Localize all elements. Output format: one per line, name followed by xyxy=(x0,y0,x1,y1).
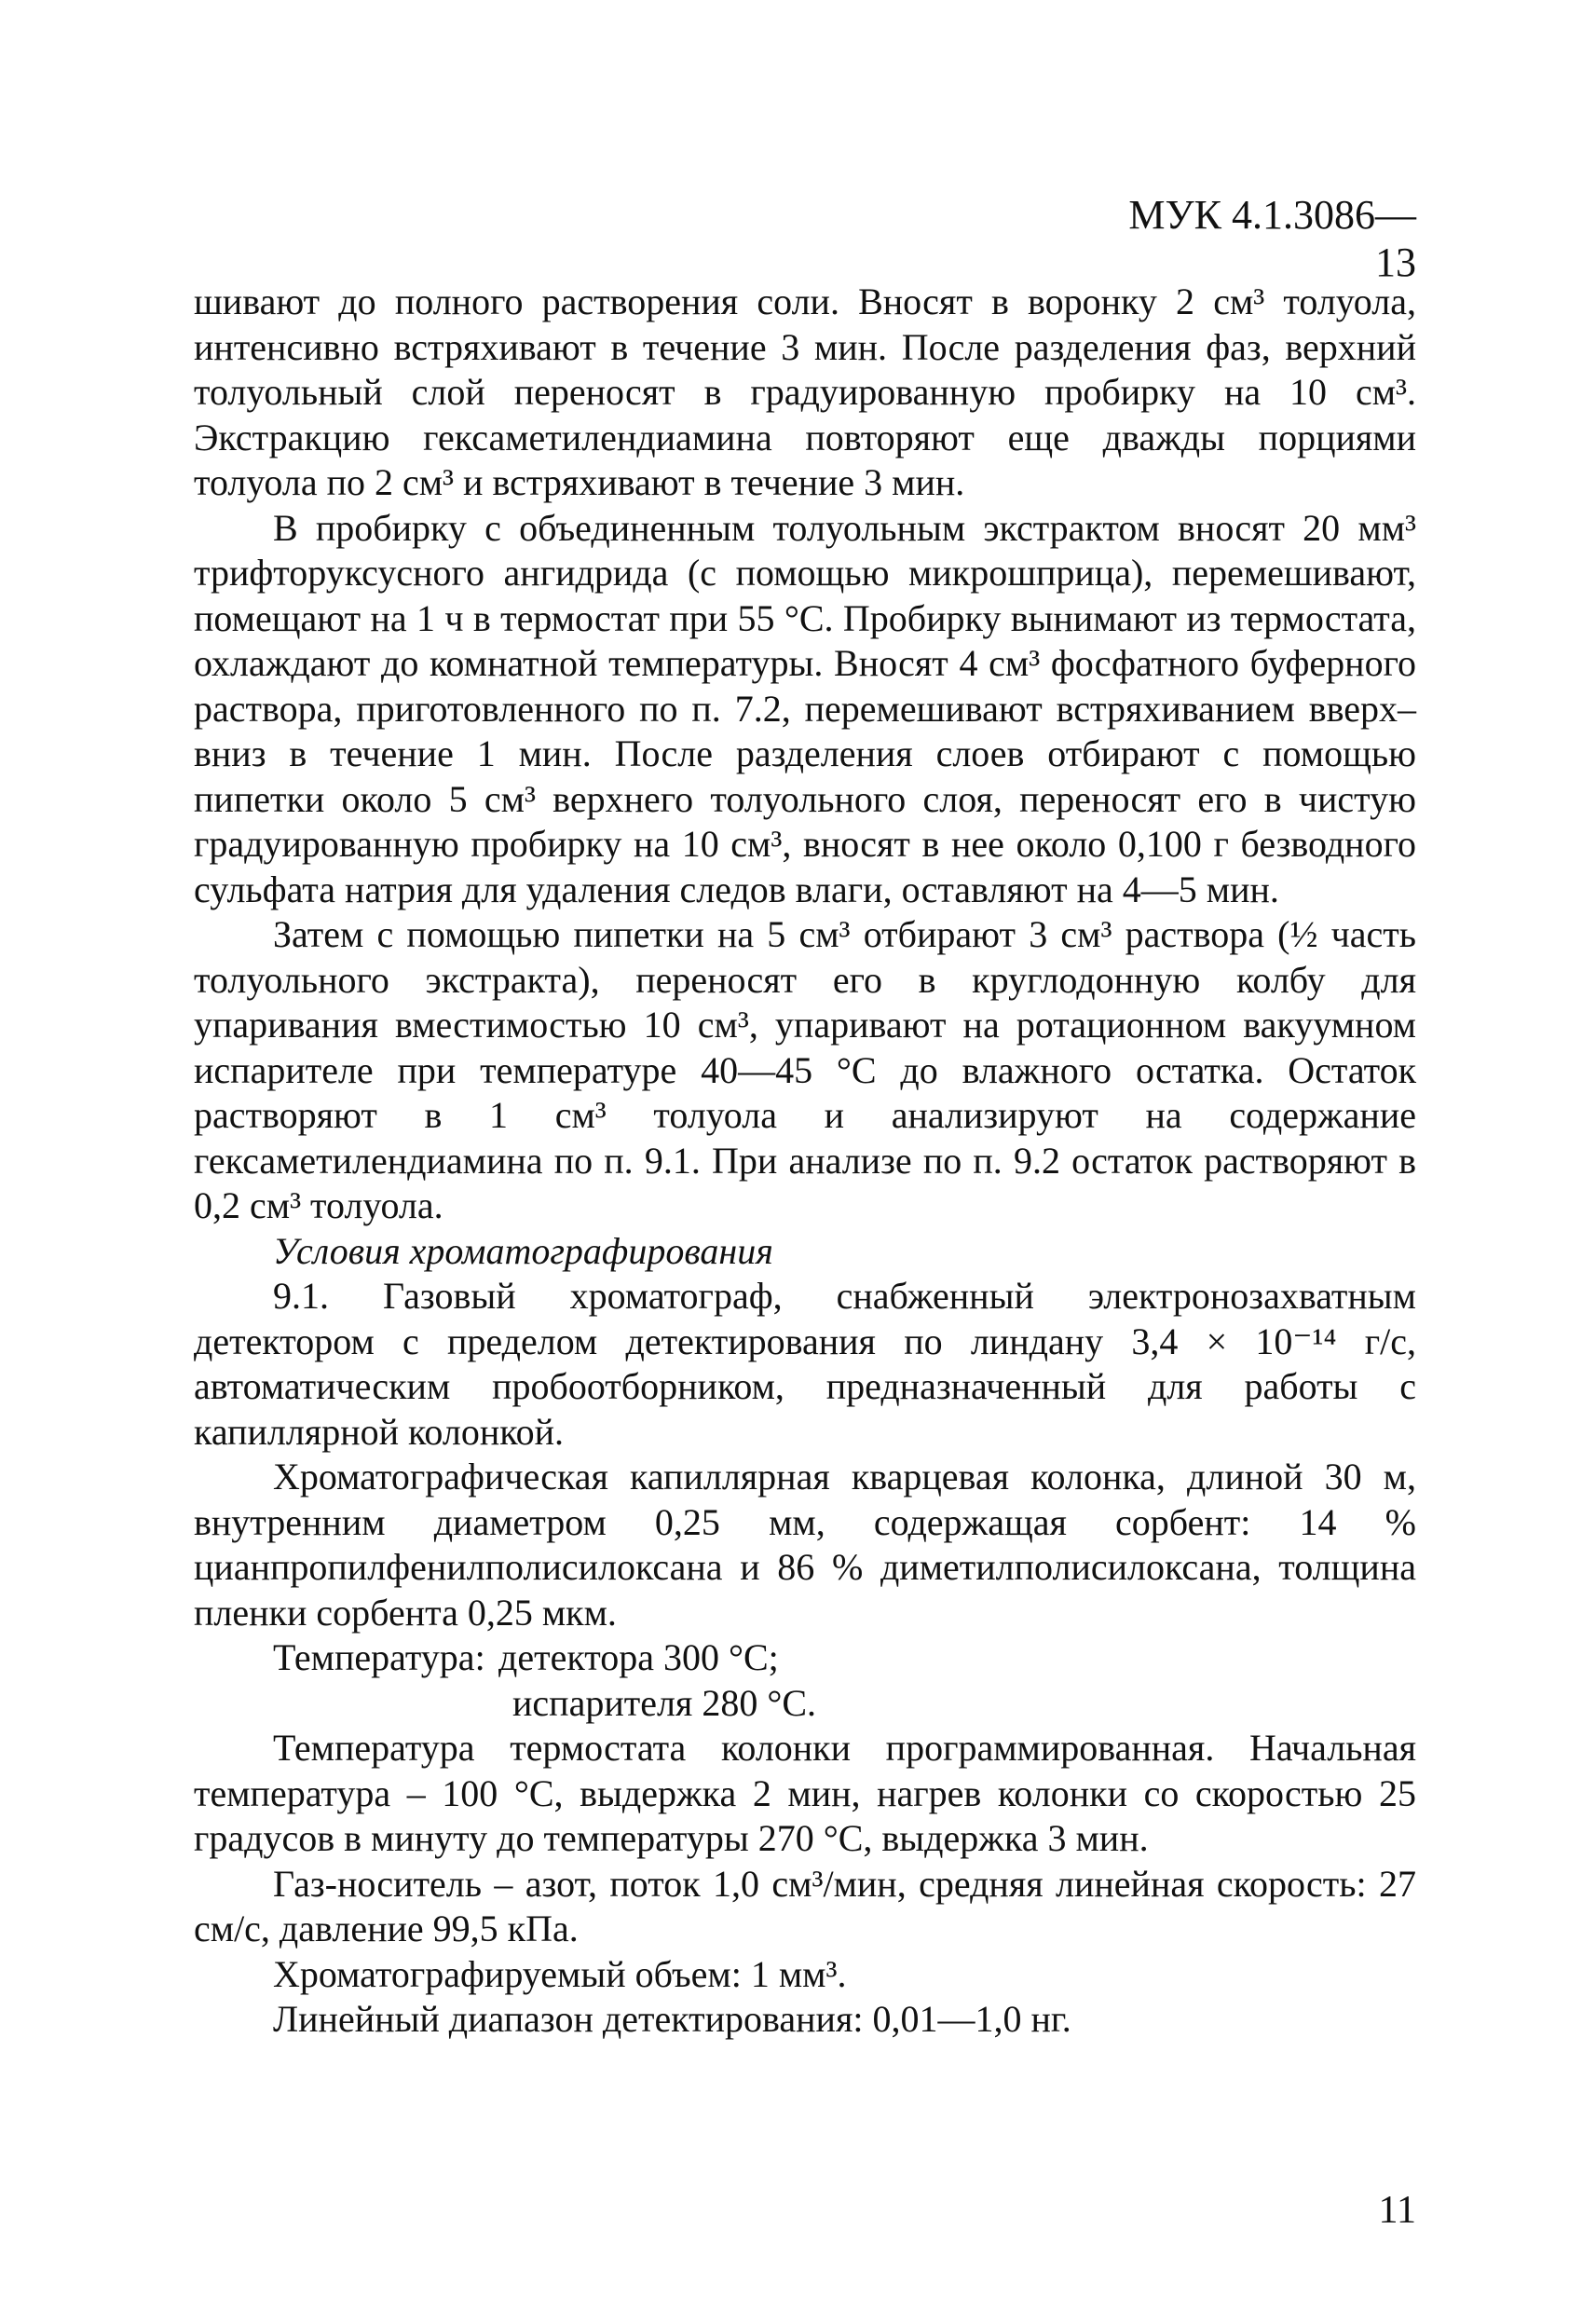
paragraph-7: Газ-носитель – азот, поток 1,0 см³/мин, средняя линейная скорость: 27 см/с, давление 99,5 кПа. xyxy=(194,1862,1416,1949)
paragraph-2: В пробирку с объединенным толуольным экстрактом вносят 20 мм³ трифторуксусного ангидрида (с помощью микрошприца), перемешивают, помещают на 1 ч в термостат при 55 °С. Пробирку вынимают из термостата, охлаждают до комнатной температуры. Вносят 4 см³ фосфатного буферного раствора, приготовленного по п. 7.2, перемешивают встряхиванием вверх–вниз в течение 1 мин. После разделения слоев отбирают с помощью пипетки около 5 см³ верхнего толуольного слоя, переносят его в чистую градуированную пробирку на 10 см³, вносят в нее около 0,100 г безводного сульфата натрия для удаления следов влаги, оставляют на 4—5 мин. xyxy=(194,506,1416,910)
paragraph-6: Температура термостата колонки программированная. Начальная температура – 100 °С, выдержка 2 мин, нагрев колонки со скоростью 25 градусов в минуту до температуры 270 °С, выдержка 3 мин. xyxy=(194,1727,1416,1859)
paragraph-5: Хроматографическая капиллярная кварцевая колонка, длиной 30 м, внутренним диаметром 0,25 мм, содержащая сорбент: 14 % цианпропилфенилполисилоксана и 86 % диметилполисилоксана, толщина пленки сорбента 0,25 мкм. xyxy=(194,1456,1416,1634)
temperature-evaporator: испарителя 280 °С. xyxy=(512,1681,816,1724)
paragraph-4: 9.1. Газовый хроматограф, снабженный электронозахватным детектором с пределом детектирования по линдану 3,4 × 10⁻¹⁴ г/с, автоматическим пробоотборником, предназначенный для работы с капиллярной колонкой. xyxy=(194,1275,1416,1453)
page-number: 11 xyxy=(1378,2189,1416,2232)
temperature-label: Температура: xyxy=(273,1636,485,1678)
document-code-header: МУК 4.1.3086—13 xyxy=(1128,192,1416,285)
temperature-detector: детектора 300 °С; xyxy=(498,1636,779,1678)
section-title: Условия хроматографирования xyxy=(273,1229,773,1272)
temperature-block xyxy=(194,1635,1416,1726)
paragraph-3: Затем с помощью пипетки на 5 см³ отбирают 3 см³ раствора (½ часть толуольного экстракта), переносят его в круглодонную колбу для упаривания вместимостью 10 см³, упаривают на ротационном вакуумном испарителе при температуре 40—45 °С до влажного остатка. Остаток растворяют в 1 см³ толуола и анализируют на содержание гексаметилендиамина по п. 9.1. При анализе по п. 9.2 остаток растворяют в 0,2 см³ толуола. xyxy=(194,913,1416,1226)
document-body xyxy=(194,280,1416,2043)
paragraph-9: Линейный диапазон детектирования: 0,01—1,0 нг. xyxy=(273,1998,1071,2040)
temperature-row-detector xyxy=(194,1635,1416,1681)
paragraph-8: Хроматографируемый объем: 1 мм³. xyxy=(273,1952,847,1995)
paragraph-1: шивают до полного растворения соли. Вносят в воронку 2 см³ толуола, интенсивно встряхивают в течение 3 мин. После разделения фаз, верхний толуольный слой переносят в градуированную пробирку на 10 см³. Экстракцию гексаметилендиамина повторяют еще дважды порциями толуола по 2 см³ и встряхивают в течение 3 мин. xyxy=(194,280,1416,503)
